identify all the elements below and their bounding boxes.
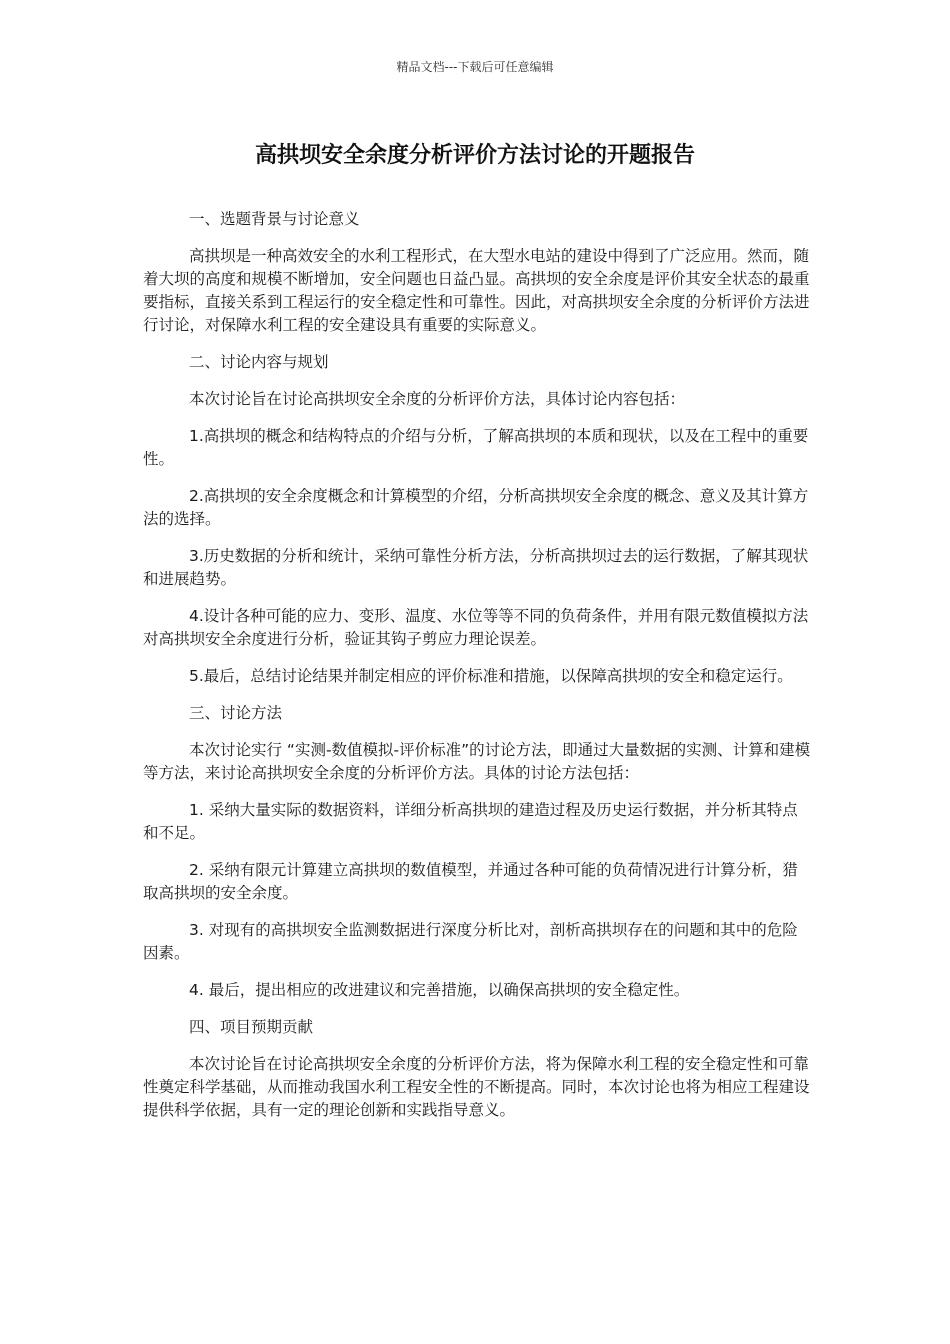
paragraph-content-intro: 本次讨论旨在讨论高拱坝安全余度的分析评价方法，具体讨论内容包括： bbox=[189, 390, 686, 408]
header-note: 精品文档---下载后可任意编辑 bbox=[396, 60, 554, 74]
document-body bbox=[143, 208, 813, 1136]
list-item-content-3: 3.历史数据的分析和统计，采纳可靠性分析方法，分析高拱坝过去的运行数据，了解其现状和进展趋势。 bbox=[143, 547, 809, 588]
list-item-method-1: 1. 采纳大量实际的数据资料，详细分析高拱坝的建造过程及历史运行数据，并分析其特点和不足。 bbox=[143, 801, 798, 842]
section-heading-background: 一、选题背景与讨论意义 bbox=[189, 210, 360, 228]
paragraph-methods-intro: 本次讨论实行 “实测-数值模拟-评价标准”的讨论方法，即通过大量数据的实测、计算和建模等方法，来讨论高拱坝安全余度的分析评价方法。具体的讨论方法包括： bbox=[143, 741, 811, 782]
list-item-method-2: 2. 采纳有限元计算建立高拱坝的数值模型，并通过各种可能的负荷情况进行计算分析，猎取高拱坝的安全余度。 bbox=[143, 861, 798, 902]
section-heading-contribution: 四、项目预期贡献 bbox=[189, 1018, 314, 1036]
section-heading-content-plan: 二、讨论内容与规划 bbox=[189, 353, 329, 371]
list-item-method-3: 3. 对现有的高拱坝安全监测数据进行深度分析比对，剖析高拱坝存在的问题和其中的危险因素。 bbox=[143, 921, 798, 962]
list-item-method-4: 4. 最后，提出相应的改进建议和完善措施，以确保高拱坝的安全稳定性。 bbox=[189, 981, 690, 999]
list-item-content-2: 2.高拱坝的安全余度概念和计算模型的介绍，分析高拱坝安全余度的概念、意义及其计算方法的选择。 bbox=[143, 487, 809, 528]
paragraph-contribution: 本次讨论旨在讨论高拱坝安全余度的分析评价方法，将为保障水利工程的安全稳定性和可靠性奠定科学基础，从而推动我国水利工程安全性的不断提高。同时，本次讨论也将为相应工程建设提供科学依据，具有一定的理论创新和实践指导意义。 bbox=[143, 1055, 810, 1119]
document-title: 高拱坝安全余度分析评价方法讨论的开题报告 bbox=[254, 143, 695, 168]
paragraph-background: 高拱坝是一种高效安全的水利工程形式，在大型水电站的建设中得到了广泛应用。然而，随着大坝的高度和规模不断增加，安全问题也日益凸显。高拱坝的安全余度是评价其安全状态的最重要指标，直接关系到工程运行的安全稳定性和可靠性。因此，对高拱坝安全余度的分析评价方法进行讨论，对保障水利工程的安全建设具有重要的实际意义。 bbox=[143, 247, 810, 334]
list-item-content-1: 1.高拱坝的概念和结构特点的介绍与分析，了解高拱坝的本质和现状，以及在工程中的重要性。 bbox=[143, 427, 809, 468]
list-item-content-5: 5.最后，总结讨论结果并制定相应的评价标准和措施，以保障高拱坝的安全和稳定运行。 bbox=[189, 667, 793, 685]
section-heading-methods: 三、讨论方法 bbox=[189, 704, 283, 722]
list-item-content-4: 4.设计各种可能的应力、变形、温度、水位等等不同的负荷条件，并用有限元数值模拟方法对高拱坝安全余度进行分析，验证其钩子剪应力理论误差。 bbox=[143, 607, 809, 648]
